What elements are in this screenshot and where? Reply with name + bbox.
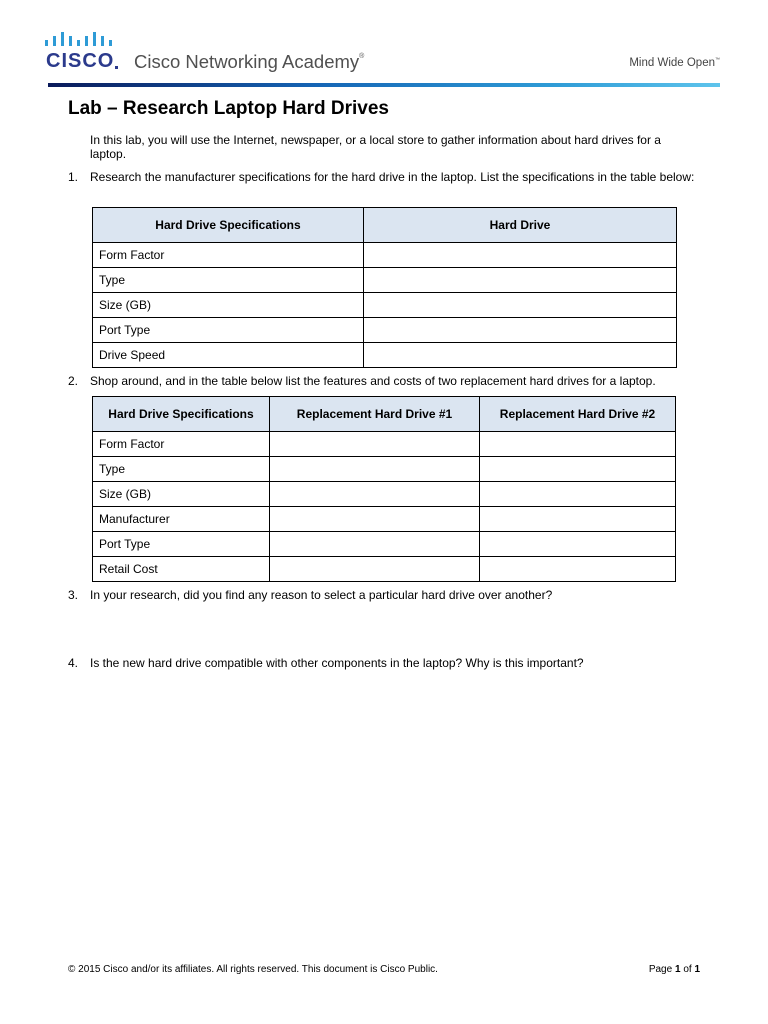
table-cell[interactable] [480, 432, 676, 457]
column-header: Replacement Hard Drive #1 [270, 397, 480, 432]
table-cell[interactable] [270, 432, 480, 457]
table-row [93, 268, 677, 293]
table-cell[interactable] [480, 507, 676, 532]
footer-page-number: Page 1 of 1 [648, 964, 700, 975]
table-cell[interactable] [270, 457, 480, 482]
page-header [0, 0, 768, 92]
current-drive-table [92, 207, 677, 368]
table-row [93, 457, 676, 482]
table-row [93, 482, 676, 507]
table-row [93, 507, 676, 532]
step-4-text: Is the new hard drive compatible with other components in the laptop? Why is this important? [90, 656, 584, 670]
page-title: Lab – Research Laptop Hard Drives [68, 98, 389, 119]
table-row [93, 243, 677, 268]
tagline: Mind Wide Open™ [629, 57, 720, 69]
step-3-text: In your research, did you find any reason to select a particular hard drive over another? [90, 588, 553, 602]
row-label: Port Type [93, 318, 364, 343]
table-row [93, 343, 677, 368]
table-row [93, 432, 676, 457]
row-label: Drive Speed [93, 343, 364, 368]
row-label: Type [93, 268, 364, 293]
step-1-text: Research the manufacturer specifications for the hard drive in the laptop. List the specifications in the table below: [90, 170, 695, 184]
intro-paragraph: In this lab, you will use the Internet, newspaper, or a local store to gather information about hard drives for a laptop. [90, 133, 661, 161]
cisco-logo-bars-icon [45, 32, 115, 50]
row-label: Size (GB) [93, 482, 270, 507]
product-name: Cisco Networking Academy® [134, 51, 365, 72]
table-cell[interactable] [270, 532, 480, 557]
table-row [93, 532, 676, 557]
table-cell[interactable] [364, 343, 677, 368]
step-3-number: 3. [68, 588, 79, 602]
table-row [93, 318, 677, 343]
table-cell[interactable] [480, 482, 676, 507]
logo-dot [115, 66, 118, 69]
column-header: Hard Drive Specifications [93, 208, 364, 243]
table-cell[interactable] [480, 457, 676, 482]
table-header-row [93, 208, 677, 243]
column-header: Hard Drive [364, 208, 677, 243]
row-label: Type [93, 457, 270, 482]
step-1-number: 1. [68, 170, 79, 184]
header-rule [48, 83, 720, 87]
table-row [93, 557, 676, 582]
table-cell[interactable] [270, 482, 480, 507]
row-label: Retail Cost [93, 557, 270, 582]
row-label: Form Factor [93, 243, 364, 268]
replacement-drives-table [92, 396, 676, 582]
step-2-text: Shop around, and in the table below list the features and costs of two replacement hard drives for a laptop. [90, 374, 656, 388]
footer-copyright: © 2015 Cisco and/or its affiliates. All rights reserved. This document is Cisco Public. [68, 964, 438, 975]
table-row [93, 293, 677, 318]
table-cell[interactable] [480, 532, 676, 557]
table-cell[interactable] [480, 557, 676, 582]
row-label: Manufacturer [93, 507, 270, 532]
step-4-number: 4. [68, 656, 79, 670]
table-cell[interactable] [364, 268, 677, 293]
column-header: Replacement Hard Drive #2 [480, 397, 676, 432]
table-cell[interactable] [364, 318, 677, 343]
table-header-row [93, 397, 676, 432]
row-label: Form Factor [93, 432, 270, 457]
table-cell[interactable] [270, 507, 480, 532]
table-cell[interactable] [364, 293, 677, 318]
table-cell[interactable] [364, 243, 677, 268]
column-header: Hard Drive Specifications [93, 397, 270, 432]
row-label: Size (GB) [93, 293, 364, 318]
step-2-number: 2. [68, 374, 79, 388]
row-label: Port Type [93, 532, 270, 557]
table-cell[interactable] [270, 557, 480, 582]
cisco-wordmark: CISCO [46, 50, 115, 72]
